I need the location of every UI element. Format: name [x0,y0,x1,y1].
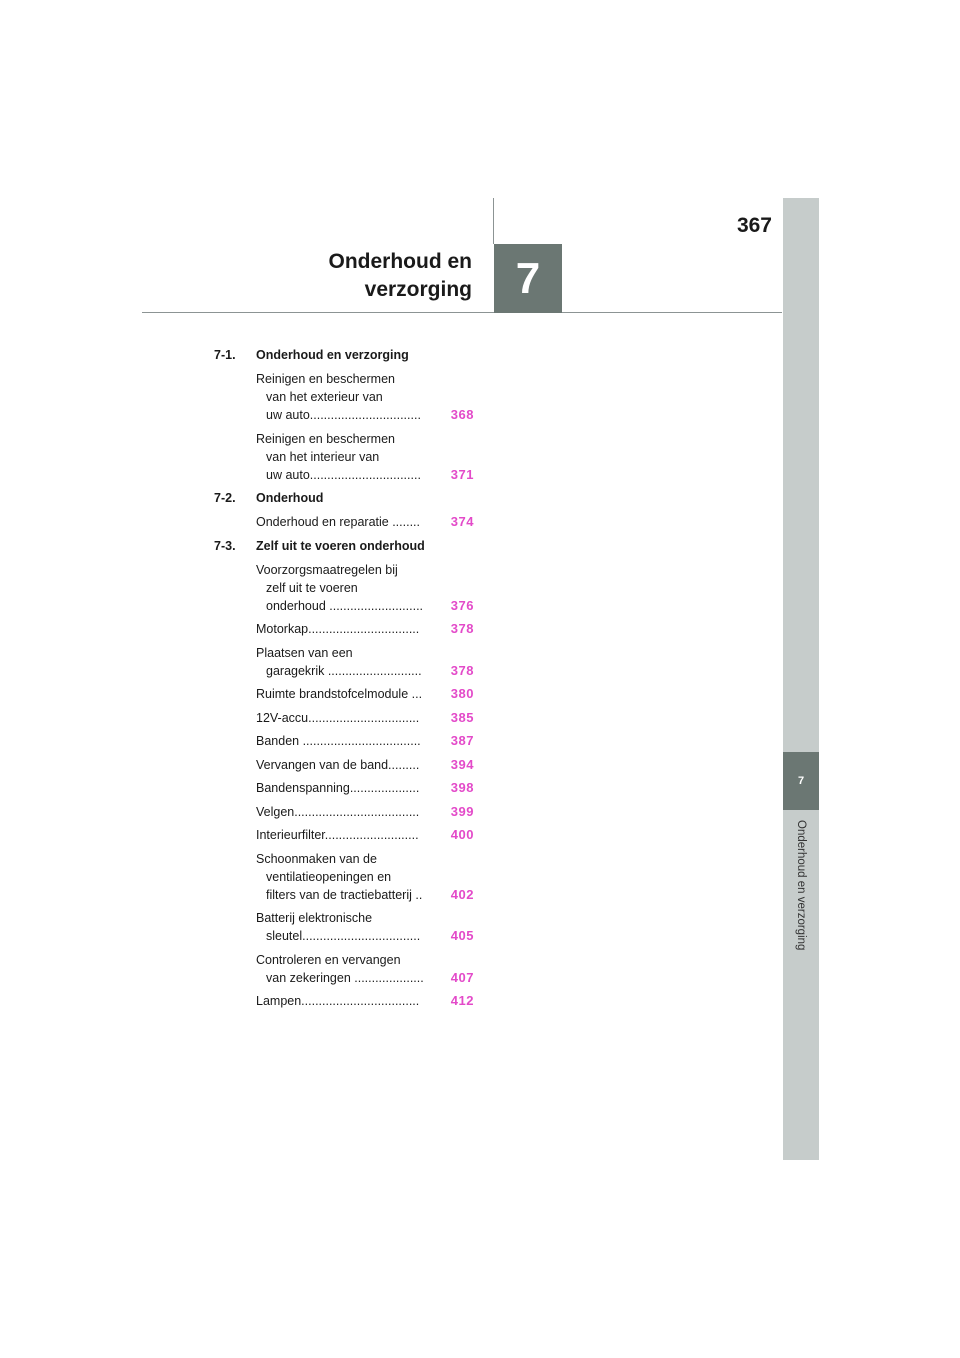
toc-entry-text [256,826,444,844]
toc-entry-page-link[interactable]: 399 [450,803,474,819]
header-rule [142,312,782,313]
toc-entry[interactable] [256,513,474,531]
toc-entry-text [256,992,444,1010]
toc-entry-line: filters van de tractiebatterij .. [266,887,423,902]
toc-entry[interactable] [256,803,474,821]
toc-entry[interactable] [256,756,474,774]
toc-entry-page-link[interactable]: 405 [450,928,474,943]
toc-entry-page-link[interactable]: 394 [450,756,474,772]
toc-entry[interactable] [256,951,474,987]
toc-entry[interactable] [256,826,474,844]
toc-entry-line: Plaatsen van een [256,645,353,660]
toc-section-number: 7-2. [214,491,236,505]
toc-entry-line: Velgen.................................... [256,804,420,819]
toc-section-number: 7-1. [214,348,236,362]
toc-section-heading[interactable] [214,346,474,364]
toc-entry-line: onderhoud ........................... [266,598,424,613]
toc-entry-text [256,732,444,750]
toc-entry-line: Schoonmaken van de [256,851,377,866]
toc-entry-text [256,685,444,703]
chapter-title [200,248,472,304]
toc-entry[interactable] [256,620,474,638]
page-number: 367 [736,214,772,237]
toc-entry-page-link[interactable]: 398 [450,780,474,795]
toc-entry-line: Reinigen en beschermen [256,431,395,446]
toc-entry-line: Controleren en vervangen [256,952,401,967]
toc-entry-line: Batterij elektronische [256,911,373,925]
toc-entry-text [256,513,444,531]
toc-entry-line: 12V-accu................................ [256,710,420,725]
toc-section [214,346,474,484]
toc-entry[interactable] [256,561,474,615]
toc-entry-line: garagekrik ........................... [266,663,422,678]
toc-entry-text [256,779,444,797]
toc-section-title: Zelf uit te voeren onderhoud [256,538,425,553]
toc-entry-text [256,620,444,638]
toc-entry-line: Interieurfilter........................... [256,828,419,842]
toc-entry-line: Bandenspanning.................... [256,781,420,795]
toc-entry-text [256,561,444,615]
toc-entry-text [256,951,444,987]
toc-entry[interactable] [256,909,474,945]
toc-entry-page-link[interactable]: 376 [450,597,474,613]
toc-section-heading[interactable] [214,489,474,507]
toc-entry-line: Motorkap................................ [256,622,420,636]
toc-section-title: Onderhoud [256,491,324,505]
toc-entry-text [256,644,444,680]
chapter-title-line1: Onderhoud en [328,250,472,273]
toc-entry-line: Onderhoud en reparatie ........ [256,515,420,529]
toc-section-number: 7-3. [214,538,236,553]
toc-entry-line: van het exterieur van [266,390,383,404]
toc-entry-line: Ruimte brandstofcelmodule ... [256,687,423,701]
toc-section [214,537,474,1011]
toc-entry-text [256,430,444,484]
toc-entry-text [256,756,444,774]
toc-entry[interactable] [256,850,474,904]
side-tab-label: Onderhoud en verzorging [795,820,807,951]
toc-section [214,489,474,531]
chapter-title-line2: verzorging [364,278,472,301]
toc-entry-line: Reinigen en beschermen [256,372,395,386]
toc-entry-line: van het interieur van [266,449,380,464]
toc-entry[interactable] [256,992,474,1010]
table-of-contents [214,346,474,1016]
toc-entry-page-link[interactable]: 402 [450,886,474,902]
toc-entry-line: Voorzorgsmaatregelen bij [256,562,398,577]
toc-entry-text [256,370,444,424]
chapter-number-box: 7 [494,244,562,313]
toc-entry-page-link[interactable]: 385 [450,709,474,725]
toc-entry-text [256,803,444,821]
toc-entry-page-link[interactable]: 380 [450,686,474,701]
toc-entry[interactable] [256,685,474,703]
toc-entry-line: uw auto................................ [266,408,421,422]
toc-entry-page-link[interactable]: 412 [450,993,474,1008]
toc-section-title: Onderhoud en verzorging [256,348,409,362]
side-tab-number[interactable]: 7 [783,752,819,810]
toc-entry-page-link[interactable]: 387 [450,733,474,748]
toc-entry-line: Lampen.................................. [256,994,420,1008]
toc-entry-line: ventilatieopeningen en [266,869,392,884]
toc-entry-line: sleutel.................................. [266,929,421,943]
toc-entry-page-link[interactable]: 371 [450,466,474,482]
toc-entry[interactable] [256,370,474,424]
toc-entry-line: Vervangen van de band......... [256,757,420,772]
toc-entry-page-link[interactable]: 374 [450,514,474,529]
toc-entry[interactable] [256,779,474,797]
toc-entry-text [256,850,444,904]
toc-entry-page-link[interactable]: 407 [450,969,474,985]
toc-entry-page-link[interactable]: 378 [450,662,474,678]
header-vertical-rule [493,198,494,244]
toc-entry-page-link[interactable]: 378 [450,621,474,636]
toc-entry-text [256,909,444,945]
toc-entry-page-link[interactable]: 400 [450,827,474,842]
toc-section-heading[interactable] [214,537,474,555]
toc-entry[interactable] [256,430,474,484]
toc-entry-page-link[interactable]: 368 [450,407,474,422]
toc-entry[interactable] [256,644,474,680]
toc-entry-text [256,709,444,727]
toc-entry[interactable] [256,709,474,727]
toc-entry-line: uw auto................................ [266,467,421,482]
toc-entry-line: zelf uit te voeren [266,580,358,595]
toc-entry[interactable] [256,732,474,750]
toc-entry-line: van zekeringen .................... [266,970,424,985]
toc-entry-line: Banden .................................. [256,734,421,748]
